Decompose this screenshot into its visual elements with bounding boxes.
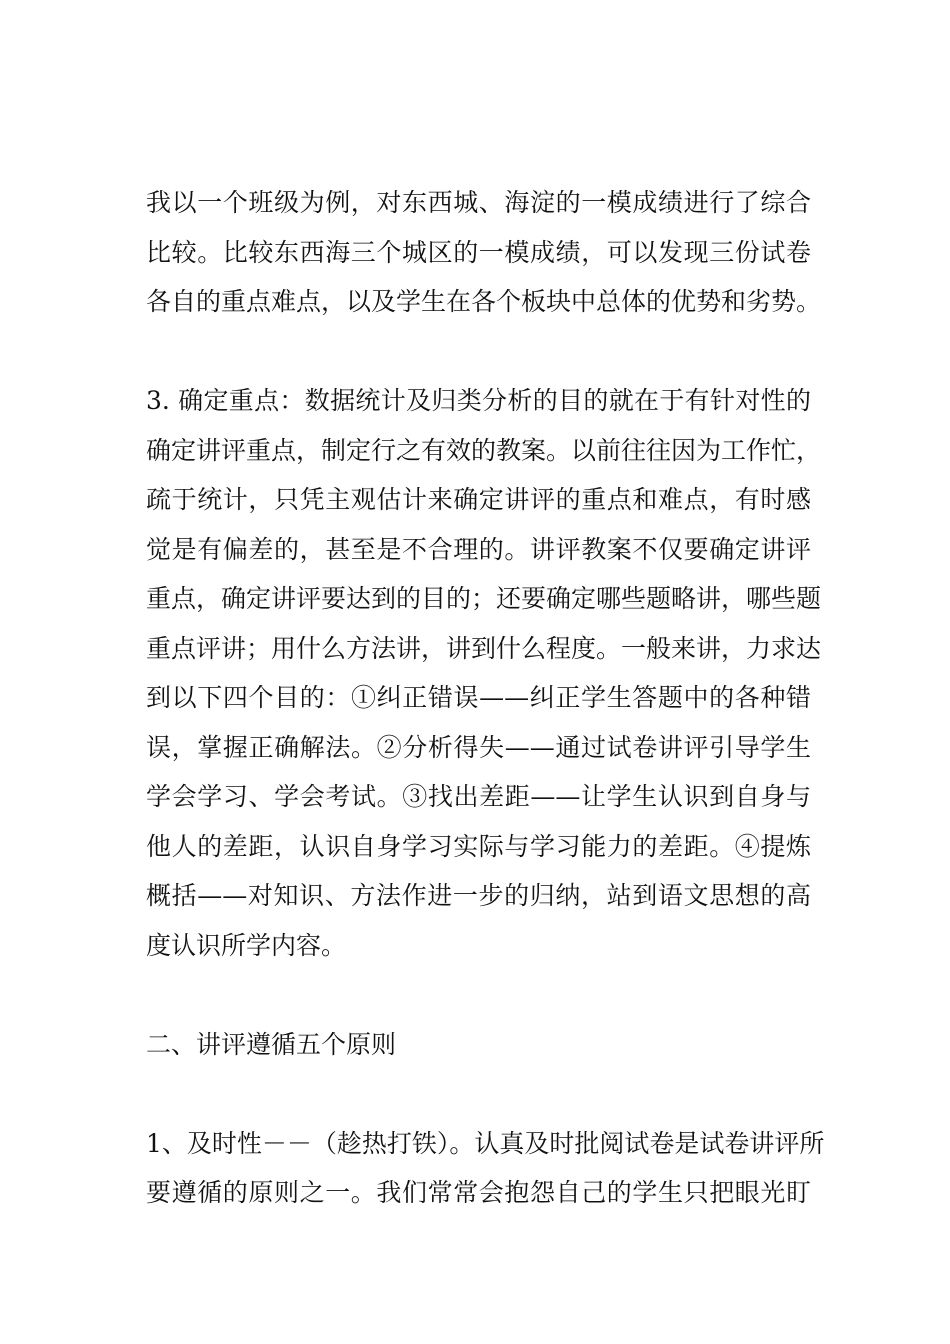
text-line: 重点，确定讲评要达到的目的；还要确定哪些题略讲，哪些题 xyxy=(146,584,822,613)
text-line: 到以下四个目的：①纠正错误——纠正学生答题中的各种错 xyxy=(146,683,811,712)
section-heading xyxy=(146,1020,811,1070)
document-body xyxy=(146,178,825,1218)
text-line: 度认识所学内容。 xyxy=(146,930,347,960)
paragraph-gap xyxy=(146,1069,811,1119)
text-line: 学会学习、学会考试。③找出差距——让学生认识到自身与 xyxy=(146,782,811,811)
text-line: 重点评讲；用什么方法讲，讲到什么程度。一般来讲，力求达 xyxy=(146,633,822,663)
text-line: 他人的差距，认识自身学习实际与学习能力的差距。④提炼 xyxy=(146,831,811,861)
text-line: 误，掌握正确解法。②分析得失——通过试卷讲评引导学生 xyxy=(146,732,811,762)
text-line: 比较。比较东西海三个城区的一模成绩，可以发现三份试卷 xyxy=(146,237,811,267)
text-line: 我以一个班级为例，对东西城、海淀的一模成绩进行了综合 xyxy=(146,188,811,217)
text-line: 要遵循的原则之一。我们常常会抱怨自己的学生只把眼光盯 xyxy=(146,1178,811,1207)
paragraph-gap xyxy=(146,970,811,1020)
paragraph-timeliness xyxy=(146,1119,825,1218)
text-line: 1、及时性－－（趁热打铁）。认真及时批阅试卷是试卷讲评所 xyxy=(146,1128,825,1158)
paragraph-determine-focus xyxy=(146,376,822,970)
paragraph-gap xyxy=(146,327,811,377)
text-line: 确定讲评重点，制定行之有效的教案。以前往往因为工作忙， xyxy=(146,435,822,465)
text-line: 3. 确定重点：数据统计及归类分析的目的就在于有针对性的 xyxy=(146,386,811,415)
text-line: 疏于统计，只凭主观估计来确定讲评的重点和难点，有时感 xyxy=(146,485,811,514)
paragraph-class-comparison xyxy=(146,178,822,327)
text-line: 概括——对知识、方法作进一步的归纳，站到语文思想的高 xyxy=(146,881,811,910)
text-line: 各自的重点难点，以及学生在各个板块中总体的优势和劣势。 xyxy=(146,287,822,316)
text-line: 觉是有偏差的，甚至是不合理的。讲评教案不仅要确定讲评 xyxy=(146,534,811,564)
heading-text: 二、讲评遵循五个原则 xyxy=(146,1029,397,1059)
